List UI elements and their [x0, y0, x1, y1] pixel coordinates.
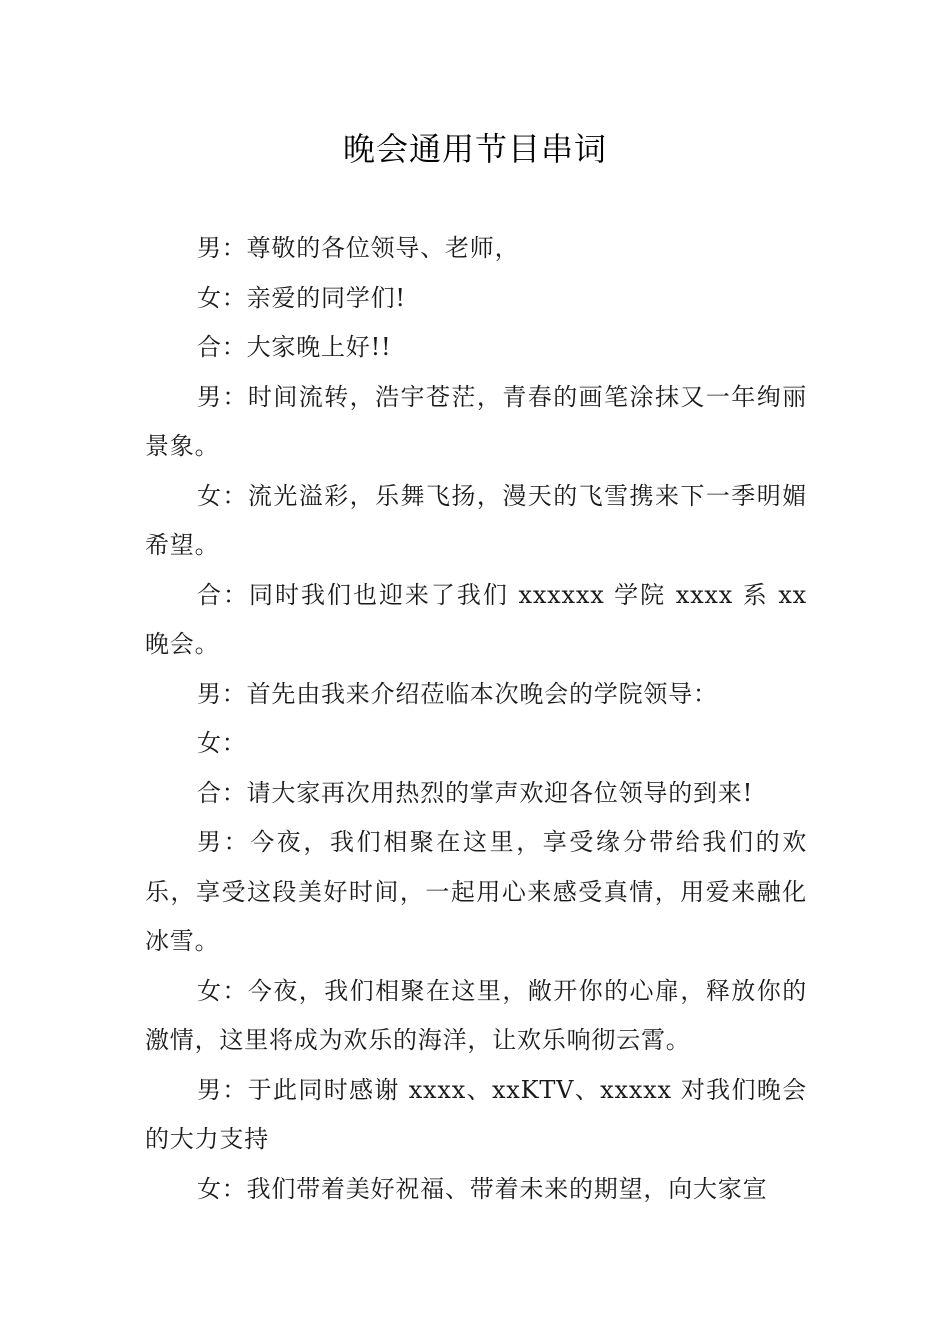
paragraph: 女：流光溢彩，乐舞飞扬，漫天的飞雪携来下一季明媚希望。: [145, 481, 807, 559]
paragraph: 合：同时我们也迎来了我们 xxxxxx 学院 xxxx 系 xx 晚会。: [145, 580, 807, 658]
paragraph: 女：今夜，我们相聚在这里，敞开你的心扉，释放你的激情，这里将成为欢乐的海洋，让欢乐响彻云霄。: [145, 976, 807, 1054]
paragraph: 男：今夜，我们相聚在这里，享受缘分带给我们的欢乐，享受这段美好时间，一起用心来感受真情，用爱来融化冰雪。: [145, 828, 807, 955]
document-title: 晚会通用节目串词: [342, 130, 607, 168]
paragraph: 男：时间流转，浩宇苍茫，青春的画笔涂抹又一年绚丽景象。: [145, 382, 807, 460]
paragraph: 女：我们带着美好祝福、带着未来的期望，向大家宣: [197, 1174, 768, 1203]
paragraph: 男：于此同时感谢 xxxx、xxKTV、xxxxx 对我们晚会的大力支持: [145, 1075, 807, 1153]
paragraph: 合：大家晚上好!!: [197, 333, 392, 361]
paragraph: 合：请大家再次用热烈的掌声欢迎各位领导的到来!: [197, 778, 754, 807]
paragraph: 女：: [197, 729, 247, 757]
paragraph: 男：尊敬的各位领导、老师，: [197, 234, 520, 262]
paragraph: 男：首先由我来介绍莅临本次晚会的学院领导：: [197, 679, 718, 708]
paragraph: 女：亲爱的同学们!: [197, 283, 406, 312]
document-body: [145, 224, 807, 1214]
